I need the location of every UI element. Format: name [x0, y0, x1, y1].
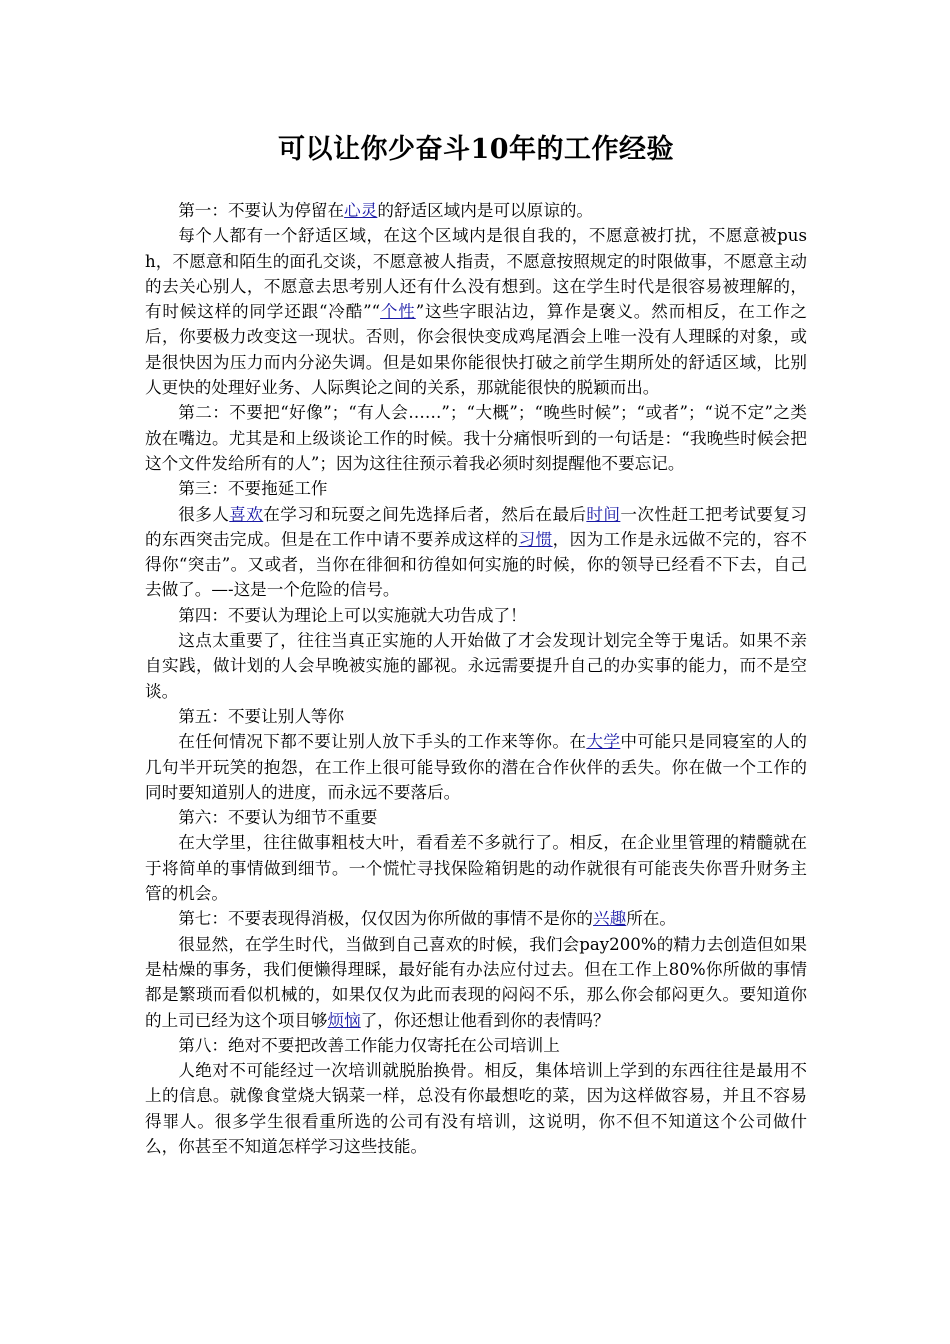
paragraph-text: 很多人 — [178, 504, 230, 524]
inline-link[interactable]: 喜欢 — [229, 504, 264, 524]
paragraph — [145, 830, 807, 906]
paragraph-text: 的舒适区域内是可以原谅的。 — [377, 201, 594, 220]
paragraph-text: ”这些字眼沾边，算作是褒义。然而相反，在工作之后，你要极力改变这一现状。否则，你会很快变成鸡尾酒会上唯一没有人理睬的对象，或是很快因为压力而内分泌失调。但是如果你能很快打破之前学生期所处的舒适区域，比别人更快的处理好业务、人际舆论之间的关系，那就能很快的脱颖而出。 — [145, 302, 808, 398]
paragraph — [145, 932, 807, 1033]
paragraph — [145, 476, 807, 501]
paragraph — [145, 198, 807, 223]
paragraph-text: 第三：不要拖延工作 — [178, 479, 328, 499]
paragraph-text: 第七：不要表现得消极，仅仅因为你所做的事情不是你的 — [178, 909, 594, 929]
inline-link[interactable]: 心灵 — [344, 201, 378, 220]
paragraph — [145, 628, 807, 704]
paragraph — [145, 1058, 807, 1159]
inline-link[interactable]: 兴趣 — [593, 909, 627, 929]
paragraph-text: 一次性赶工把考试要复习的东西突击完成。但是在工作中请不要养成这样的 — [145, 504, 808, 549]
paragraph — [145, 1033, 807, 1058]
paragraph-text: 在学习和玩耍之间先选择后者，然后在最后 — [263, 504, 587, 524]
paragraph-text: 了，你还想让他看到你的表情吗？ — [360, 1010, 610, 1030]
paragraph-text: 这点太重要了，往往当真正实施的人开始做了才会发现计划完全等于鬼话。如果不亲自实践，做计划的人会早晚被实施的鄙视。永远需要提升自己的办实事的能力，而不是空谈。 — [145, 631, 807, 701]
paragraph — [145, 906, 807, 931]
paragraph — [145, 223, 807, 400]
paragraph-text: ，因为工作是永远做不完的，容不得你“突击”。又或者，当你在徘徊和彷徨如何实施的时候，你的领导已经看不下去，自己去做了。—-这是一个危险的信号。 — [145, 529, 807, 600]
paragraph-text: 人绝对不可能经过一次培训就脱胎换骨。相反，集体培训上学到的东西往往是最用不上的信息。就像食堂烧大锅菜一样，总没有你最想吃的菜，因为这样做容易，并且不容易得罪人。很多学生很看重所选的公司有没有培训，这说明，你不但不知道这个公司做什么，你甚至不知道怎样学习这些技能。 — [145, 1061, 807, 1156]
paragraph — [145, 502, 807, 603]
paragraph — [145, 805, 807, 830]
paragraph-text: 第五：不要让别人等你 — [178, 706, 345, 726]
paragraph-text: 所在。 — [626, 909, 676, 929]
paragraph-text: 第一：不要认为停留在 — [178, 201, 345, 220]
paragraph-text: 第二：不要把“好像”；“有人会……”；“大概”；“晚些时候”；“或者”；“说不定”之类放在嘴边。尤其是和上级谈论工作的时候。我十分痛恨听到的一句话是：“我晚些时候会把这个文件发给所有的人”；因为这往往预示着我必须时刻提醒他不要忘记。 — [145, 403, 807, 473]
paragraph — [145, 603, 807, 628]
inline-link[interactable]: 个性 — [380, 302, 416, 322]
paragraph-text: 在任何情况下都不要让别人放下手头的工作来等你。在 — [178, 732, 587, 752]
paragraph-text: 在大学里，往往做事粗枝大叶，看看差不多就行了。相反，在企业里管理的精髓就在于将简单的事情做到细节。一个慌忙寻找保险箱钥匙的动作就很有可能丧失你晋升财务主管的机会。 — [145, 833, 807, 904]
document-body — [145, 198, 807, 1159]
paragraph-text: 第四：不要认为理论上可以实施就大功告成了！ — [178, 605, 527, 625]
inline-link[interactable]: 时间 — [586, 504, 621, 524]
paragraph-text: 中可能只是同寝室的人的几句半开玩笑的抱怨，在工作上很可能导致你的潜在合作伙伴的丢失。你在做一个工作的同时要知道别人的进度，而永远不要落后。 — [145, 732, 808, 802]
paragraph-text: 很显然，在学生时代，当做到自己喜欢的时候，我们会pay200%的精力去创造但如果是枯燥的事务，我们便懒得理睬，最好能有办法应付过去。但在工作上80%你所做的事情都是繁琐而看似机械的，如果仅仅为此而表现的闷闷不乐，那么你会郁闷更久。要知道你的上司已经为这个项目够 — [145, 934, 807, 1030]
inline-link[interactable]: 烦恼 — [327, 1010, 361, 1030]
paragraph — [145, 400, 807, 476]
inline-link[interactable]: 习惯 — [518, 529, 553, 549]
paragraph — [145, 704, 807, 729]
document-title: 可以让你少奋斗10年的工作经验 — [277, 134, 675, 165]
paragraph-text: 第八：绝对不要把改善工作能力仅寄托在公司培训上 — [178, 1035, 560, 1055]
inline-link[interactable]: 大学 — [586, 732, 621, 752]
paragraph-text: 每个人都有一个舒适区域，在这个区域内是很自我的，不愿意被打扰，不愿意被push，不愿意和陌生的面孔交谈，不愿意被人指责，不愿意按照规定的时限做事，不愿意主动的去关心别人，不愿意去思考别人还有什么没有想到。这在学生时代是很容易被理解的，有时候这样的同学还跟“冷酷”“ — [145, 226, 807, 322]
paragraph — [145, 729, 807, 805]
paragraph-text: 第六：不要认为细节不重要 — [178, 808, 378, 828]
